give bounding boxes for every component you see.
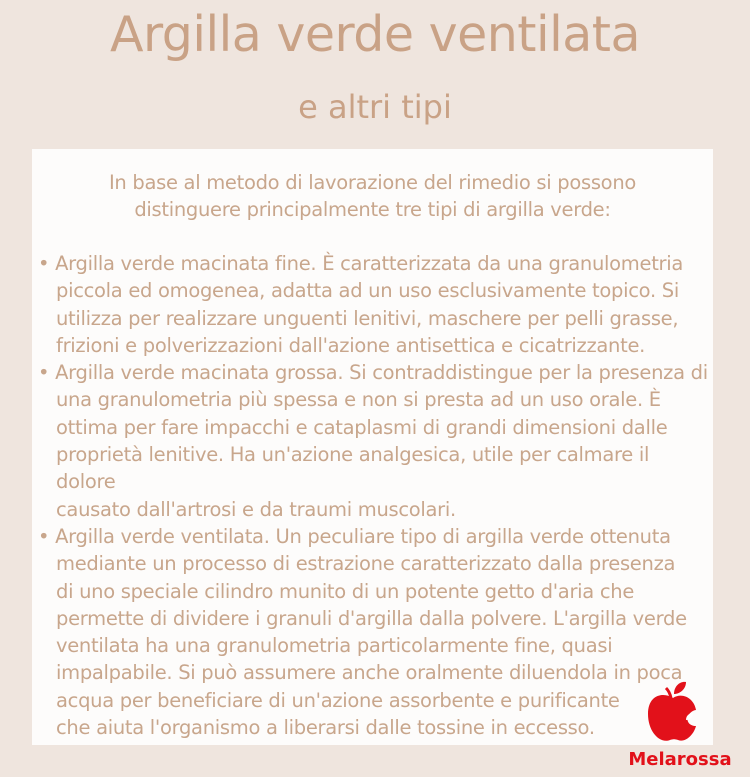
apple-icon [640, 680, 706, 750]
list-item: • Argilla verde ventilata. Un peculiare tipo di argilla verde ottenuta mediante un processo di estrazione caratterizzato dalla presenza di uno speciale cilindro munito di un potente getto d'aria che permette di dividere i granuli d'argilla dalla polvere. L'argilla verde ventilata ha una granulometria particolarmente fine, quasi impalpabile. Si può assumere anche oralmente diluendola in poca acqua per beneficiare di un'azione assorbente e purificante che aiuta l'organismo a liberarsi dalle tossine in eccesso. [38, 524, 687, 740]
page-title: Argilla verde ventilata [109, 6, 640, 63]
brand-logo-text: Melarossa [628, 749, 732, 770]
page-subtitle: e altri tipi [298, 88, 452, 126]
content-card [32, 149, 713, 745]
intro-text: In base al metodo di lavorazione del rimedio si possono distinguere principalmente tre tipi di argilla verde: [108, 171, 637, 221]
list-item: • Argilla verde macinata fine. È caratterizzata da una granulometria piccola ed omogenea, adatta ad un uso esclusivamente topico. Si utilizza per realizzare unguenti lenitivi, maschere per pelli grasse, frizioni e polverizzazioni dall'azione antisettica e cicatrizzante. [38, 252, 684, 357]
list-item: • Argilla verde macinata grossa. Si contraddistingue per la presenza di una granulometria più spessa e non si presta ad un uso orale. È ottima per fare impacchi e cataplasmi di grandi dimensioni dalle proprietà lenitive. Ha un'azione analgesica, utile per calmare il dolore causato dall'artrosi e da traumi muscolari. [38, 361, 708, 521]
clay-types-list [38, 250, 708, 741]
